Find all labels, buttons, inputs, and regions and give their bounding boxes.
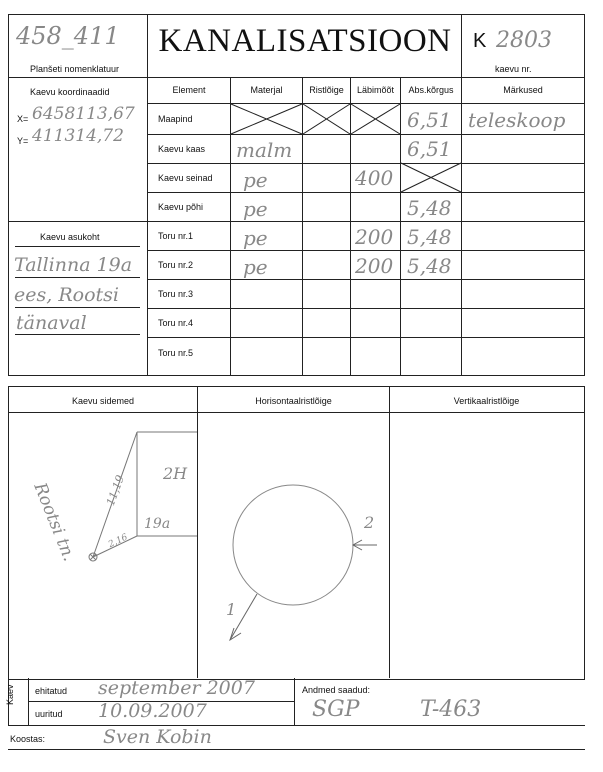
col-header-height: Abs.kõrgus bbox=[408, 85, 454, 95]
lid-height: 6,51 bbox=[407, 137, 452, 161]
sketch-dim-short: 2,16 bbox=[107, 532, 130, 551]
ground-height: 6,51 bbox=[407, 108, 452, 132]
row-label-ground: Maapind bbox=[158, 114, 193, 124]
author-label: Koostas: bbox=[10, 734, 46, 744]
pipe-1-diameter: 200 bbox=[355, 225, 394, 249]
surveyed-value: 10.09.2007 bbox=[98, 700, 207, 722]
col-header-element: Element bbox=[172, 85, 206, 95]
location-label: Kaevu asukoht bbox=[40, 232, 100, 242]
col-header-section: Ristlõige bbox=[309, 85, 344, 95]
pipe-1-label: 1 bbox=[226, 600, 237, 619]
source-code: T-463 bbox=[420, 697, 482, 722]
ground-note: teleskoop bbox=[468, 108, 566, 132]
coord-x-value: 6458113,67 bbox=[32, 104, 135, 124]
form-title: KANALISATSIOON bbox=[158, 23, 452, 59]
sheet-label: Planšeti nomenklatuur bbox=[30, 64, 120, 74]
location-line-2: ees, Rootsi bbox=[14, 284, 119, 306]
coord-x-prefix: X= bbox=[17, 114, 29, 124]
row-label-pipe-1: Toru nr.1 bbox=[158, 231, 194, 241]
row-label-pipe-4: Toru nr.4 bbox=[158, 318, 194, 328]
source-label: Andmed saadud: bbox=[302, 685, 371, 695]
pipe-2-label: 2 bbox=[364, 513, 375, 532]
source-org: SGP bbox=[312, 697, 360, 722]
row-label-walls: Kaevu seinad bbox=[158, 173, 213, 183]
pipe-1-material: pe bbox=[243, 226, 268, 250]
ties-header: Kaevu sidemed bbox=[71, 396, 135, 406]
walls-material: pe bbox=[243, 168, 268, 192]
row-label-pipe-2: Toru nr.2 bbox=[158, 260, 194, 270]
sketch-street-name: Rootsi tn. bbox=[29, 480, 80, 565]
well-label: kaevu nr. bbox=[495, 64, 532, 74]
row-label-pipe-5: Toru nr.5 bbox=[158, 348, 194, 358]
bottom-material: pe bbox=[243, 197, 268, 221]
col-header-material: Materjal bbox=[250, 85, 283, 95]
built-label: ehitatud bbox=[35, 686, 68, 696]
row-label-pipe-3: Toru nr.3 bbox=[158, 289, 194, 299]
pipe-2-diameter: 200 bbox=[355, 254, 394, 278]
pipe-2-material: pe bbox=[243, 255, 268, 279]
sketch-house-number: 19a bbox=[144, 516, 171, 532]
location-line-3: tänaval bbox=[16, 312, 87, 334]
pipe-2-height: 5,48 bbox=[407, 254, 452, 278]
lid-material: malm bbox=[236, 138, 293, 162]
well-prefix: K bbox=[473, 30, 487, 52]
location-line-1: Tallinna 19a bbox=[14, 254, 133, 276]
vertical-section-header: Vertikaalristlõige bbox=[453, 396, 520, 406]
well-side-label: Kaev bbox=[5, 684, 15, 705]
walls-diameter: 400 bbox=[355, 166, 394, 190]
coord-y-value: 411314,72 bbox=[32, 126, 124, 146]
bottom-height: 5,48 bbox=[407, 196, 452, 220]
sheet-number: 458_411 bbox=[16, 22, 120, 50]
sketch-dim-long: 11,19 bbox=[104, 473, 127, 508]
pipe-1-height: 5,48 bbox=[407, 225, 452, 249]
row-label-bottom: Kaevu põhi bbox=[158, 202, 204, 212]
well-number: 2803 bbox=[496, 28, 552, 53]
row-label-lid: Kaevu kaas bbox=[158, 144, 206, 154]
surveyed-label: uuritud bbox=[35, 709, 63, 719]
col-header-notes: Märkused bbox=[503, 85, 543, 95]
coords-label: Kaevu koordinaadid bbox=[30, 87, 110, 97]
built-value: september 2007 bbox=[98, 677, 255, 699]
author-value: Sven Kobin bbox=[103, 726, 212, 748]
sketch-building-label: 2H bbox=[163, 464, 188, 483]
col-header-diameter: Läbimõõt bbox=[356, 85, 395, 95]
coord-y-prefix: Y= bbox=[17, 136, 29, 146]
horizontal-section-header: Horisontaalristlõige bbox=[255, 396, 332, 406]
